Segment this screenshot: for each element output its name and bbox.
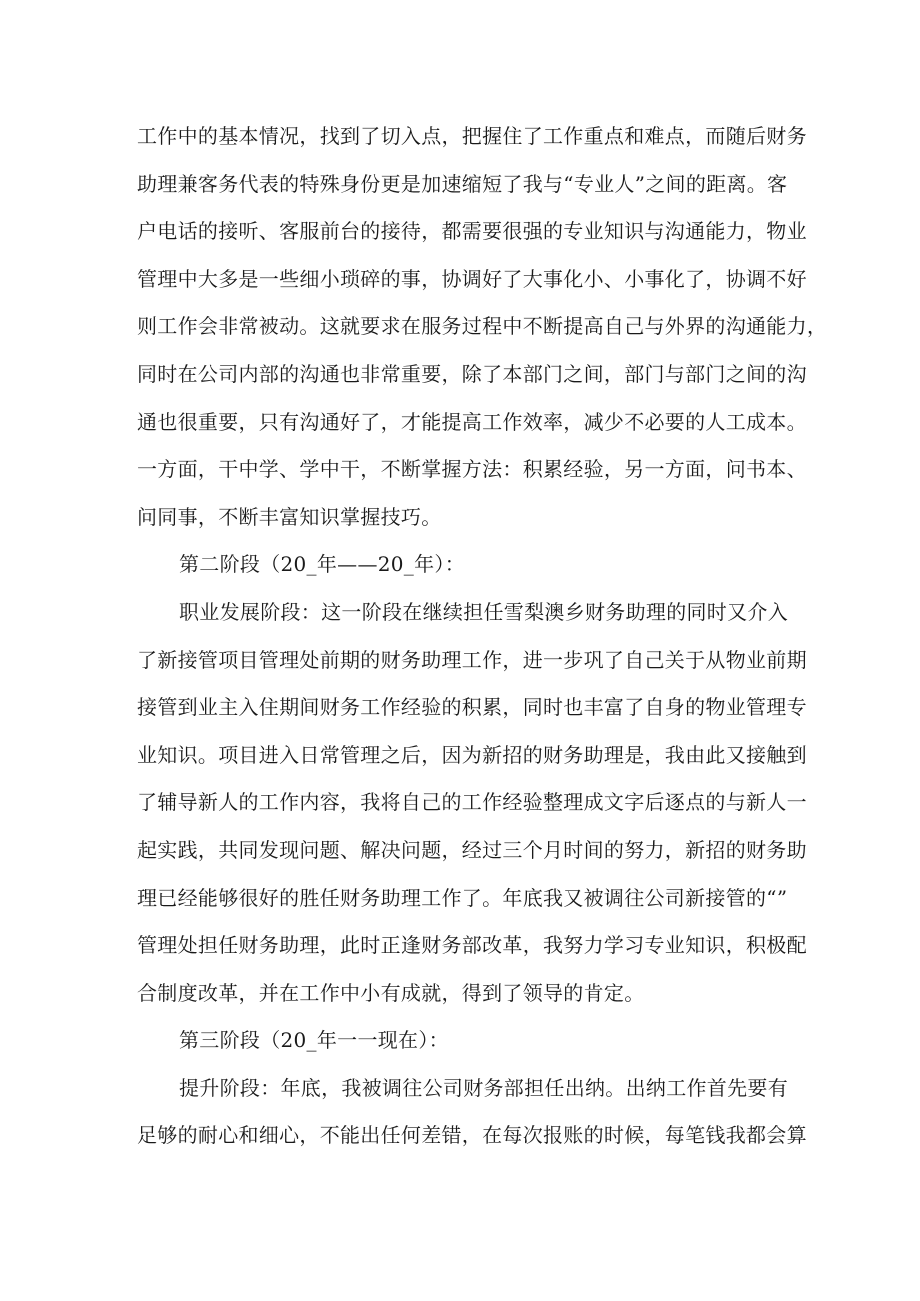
text-line: 合制度改革，并在工作中小有成就，得到了领导的肯定。 [137, 980, 645, 1005]
text-line: 了新接管项目管理处前期的财务助理工作，进一步巩了自己关于从物业前期 [137, 647, 807, 672]
text-line: 第二阶段（20_年——20_年）： [179, 552, 465, 577]
text-line: 助理兼客务代表的特殊身份更是加速缩短了我与“专业人”之间的距离。客 [137, 171, 788, 196]
text-line: 接管到业主入住期间财务工作经验的积累，同时也丰富了自身的物业管理专 [137, 695, 807, 720]
text-line: 职业发展阶段：这一阶段在继续担任雪梨澳乡财务助理的同时又介入 [179, 599, 788, 624]
document-body [137, 113, 828, 1160]
text-line: 通也很重要，只有沟通好了，才能提高工作效率，减少不必要的人工成本。 [137, 409, 807, 434]
text-line: 足够的耐心和细心，不能出任何差错，在每次报账的时候，每笔钱我都会算 [137, 1123, 807, 1148]
text-line: 工作中的基本情况，找到了切入点，把握住了工作重点和难点，而随后财务 [137, 124, 807, 148]
text-line: 理已经能够很好的胜任财务助理工作了。年底我又被调往公司新接管的“” [137, 885, 788, 910]
text-line: 户电话的接听、客服前台的接待，都需要很强的专业知识与沟通能力，物业 [137, 219, 807, 244]
text-line: 了辅导新人的工作内容，我将自己的工作经验整理成文字后逐点的与新人一 [137, 790, 807, 815]
text-line: 提升阶段：年底，我被调往公司财务部担任出纳。出纳工作首先要有 [179, 1075, 788, 1100]
text-line: 则工作会非常被动。这就要求在服务过程中不断提高自己与外界的沟通能力， [137, 314, 828, 339]
text-line: 起实践，共同发现问题、解决问题，经过三个月时间的努力，新招的财务助 [137, 837, 807, 862]
text-line: 管理处担任财务助理，此时正逢财务部改革，我努力学习专业知识，积极配 [137, 933, 807, 958]
text-line: 业知识。项目进入日常管理之后，因为新招的财务助理是，我由此又接触到 [137, 742, 807, 767]
text-line: 一方面，干中学、学中干，不断掌握方法：积累经验，另一方面，问书本、 [137, 457, 807, 482]
text-line: 同时在公司内部的沟通也非常重要，除了本部门之间，部门与部门之间的沟 [137, 361, 807, 386]
text-line: 管理中大多是一些细小琐碎的事，协调好了大事化小、小事化了，协调不好 [137, 266, 807, 291]
text-line: 第三阶段（20_年一一现在）： [179, 1028, 449, 1053]
text-line: 问同事，不断丰富知识掌握技巧。 [137, 504, 442, 529]
